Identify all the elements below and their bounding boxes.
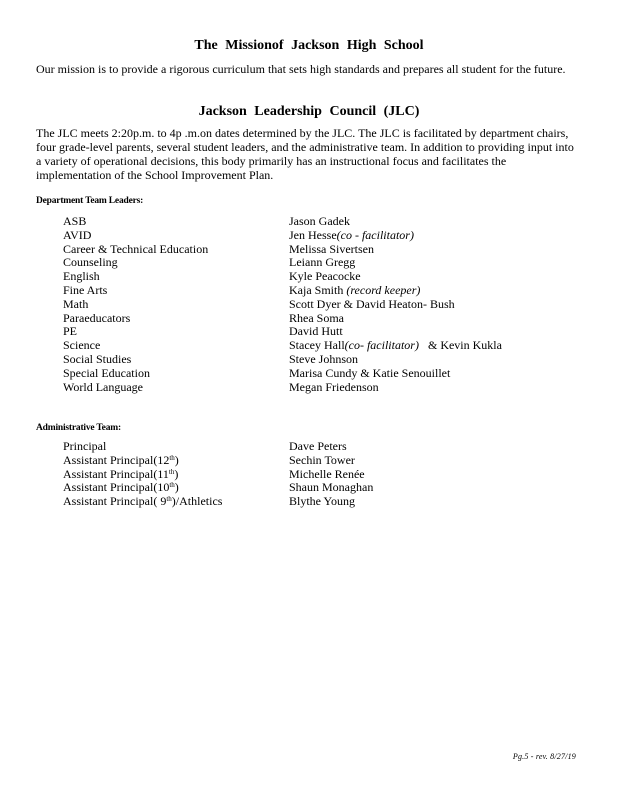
roster-row [63,243,563,257]
roster-row [63,353,563,367]
department-name: World Language [63,379,144,394]
leader-name: Rhea Soma [289,310,344,325]
leader-name: Steve Johnson [289,351,358,366]
roster-row [63,468,563,482]
roster-row [63,440,563,454]
ordinal-suffix: th [166,495,172,504]
roster-row [63,367,563,381]
leader-name: Marisa Cundy & Katie Senouillet [289,365,451,380]
department-roster [63,215,563,394]
admin-title: Assistant Principal(11 [63,466,169,481]
leader-role-note: (co- facilitator) [344,338,419,353]
administrative-roster [63,440,563,509]
ordinal-suffix: th [169,453,175,462]
roster-row [63,312,563,326]
leader-role-note: (record keeper) [346,282,421,297]
admin-title: Assistant Principal( 9 [63,494,167,509]
department-name: PE [63,324,78,339]
department-name: Social Studies [63,351,132,366]
admin-title-suffix: ) [174,466,179,481]
leader-name: Stacey Hall [289,338,345,353]
ordinal-suffix: th [169,481,175,490]
roster-row [63,284,563,298]
roster-row [63,229,563,243]
department-name: Paraeducators [63,310,131,325]
roster-row [63,339,563,353]
department-leaders-label: Department Team Leaders: [36,196,144,206]
leader-name: Kyle Peacocke [289,269,361,284]
department-name: Counseling [63,255,118,270]
department-name: English [63,269,100,284]
leader-name: Kaja Smith [289,282,347,297]
leader-name: Megan Friedenson [289,379,379,394]
department-name: Fine Arts [63,282,108,297]
roster-row [63,481,563,495]
admin-title: Assistant Principal(10 [63,480,170,495]
roster-row [63,256,563,270]
roster-row [63,325,563,339]
ordinal-suffix: th [168,467,175,476]
leader-name: Jason Gadek [289,214,350,228]
mission-title: The Missionof Jackson High School [194,38,424,53]
department-name: Special Education [63,365,150,380]
admin-title-suffix: ) [174,452,179,467]
admin-name: Blythe Young [289,494,356,509]
admin-title: Principal [63,439,107,453]
leader-name: Scott Dyer & David Heaton- Bush [289,296,455,311]
administrative-team-label: Administrative Team: [36,423,121,433]
roster-row [63,381,563,395]
leader-role-note: (co - facilitator) [336,227,414,242]
leader-name: David Hutt [289,324,343,339]
page-footer: Pg.5 - rev. 8/27/19 [512,752,576,761]
department-name: AVID [63,227,92,242]
department-name: Career & Technical Education [63,241,209,256]
mission-text: Our mission is to provide a rigorous curriculum that sets high standards and prepares all student for the future. [36,62,566,76]
roster-row [63,215,563,229]
roster-row [63,495,563,509]
admin-name: Sechin Tower [289,452,355,467]
department-name: ASB [63,214,87,228]
admin-name: Michelle Renée [289,466,365,481]
department-name: Science [63,338,101,353]
roster-row [63,270,563,284]
co-leader-name: & Kevin Kukla [418,338,502,353]
admin-title-suffix: )/Athletics [171,494,223,509]
admin-name: Shaun Monaghan [289,480,374,495]
admin-title-suffix: ) [174,480,179,495]
admin-name: Dave Peters [289,439,347,453]
jlc-text: The JLC meets 2:20p.m. to 4p .m.on dates determined by the JLC. The JLC is facilitated by department chairs, four grade-level parents, several student leaders, and the administrative team. In addition to providing input into a variety of operational decisions, this body primarily has an instructional focus and facilitates the implementation of the School Improvement Plan. [36,126,574,182]
department-name: Math [63,296,89,311]
leader-name: Leiann Gregg [289,255,356,270]
jlc-title: Jackson Leadership Council (JLC) [198,104,420,119]
admin-title: Assistant Principal(12 [63,452,170,467]
roster-row [63,298,563,312]
leader-name: Jen Hesse [289,227,337,242]
roster-row [63,454,563,468]
leader-name: Melissa Sivertsen [289,241,374,256]
